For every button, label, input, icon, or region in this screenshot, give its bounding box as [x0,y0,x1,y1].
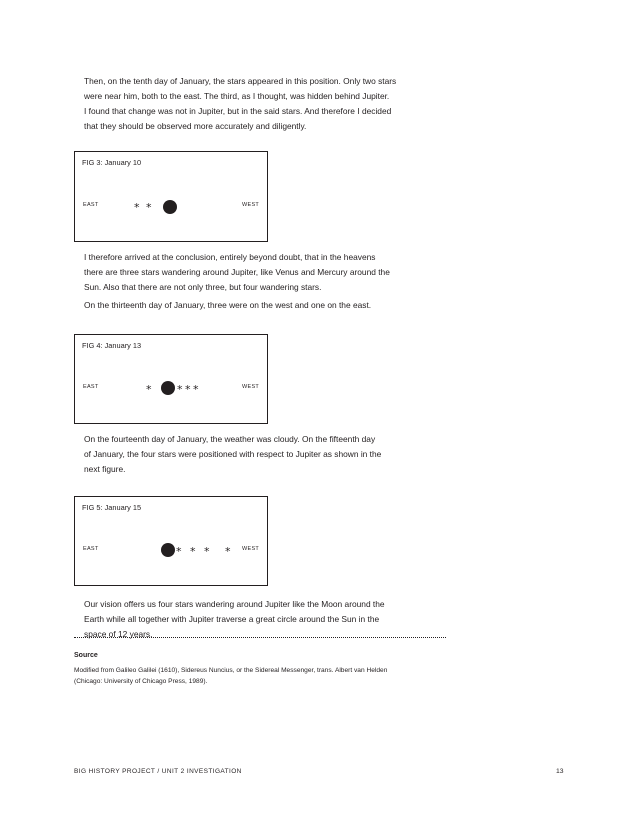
paragraph-line: were near him, both to the east. The third, as I thought, was hidden behind Jupiter. [84,91,390,101]
star-icon: * [134,201,140,214]
paragraph-line: Then, on the tenth day of January, the stars appeared in this position. Only two stars [84,76,397,86]
west-label: WEST [242,546,260,552]
east-label: EAST [83,384,99,390]
paragraph-line: next figure. [84,464,126,474]
divider [74,637,446,638]
west-label: WEST [242,384,260,390]
figure-january-13 [74,334,268,424]
star-icon: * [204,545,210,558]
jupiter-icon [161,381,175,395]
figure-january-15 [74,496,268,586]
paragraph-line: Our vision offers us four stars wandering around Jupiter like the Moon around the [84,599,385,609]
paragraph-thirteenth-day [84,298,444,313]
source-heading: Source [74,652,98,659]
paragraph-line: On the thirteenth day of January, three were on the west and one on the east. [84,300,372,310]
figure-caption: FIG 4: January 13 [82,341,142,350]
paragraph-line: space of 12 years. [84,629,153,639]
jupiter-icon [163,200,177,214]
star-icon: * [225,545,231,558]
star-icon: * [190,545,196,558]
star-icon: * [185,383,191,396]
star-icon: * [177,383,183,396]
paragraph-conclusion [84,250,444,295]
east-label: EAST [83,546,99,552]
figure-january-10 [74,151,268,242]
paragraph-fifteenth-day [84,432,444,477]
figure-caption: FIG 5: January 15 [82,503,142,512]
paragraph-vision [84,597,444,642]
paragraph-line: there are three stars wandering around Jupiter, like Venus and Mercury around the [84,267,390,277]
jupiter-icon [161,543,175,557]
paragraph-line: I found that change was not in Jupiter, but in the said stars. And therefore I decided [84,106,392,116]
star-icon: * [193,383,199,396]
source-citation [74,665,494,687]
star-icon: * [146,201,152,214]
star-icon: * [146,383,152,396]
page-number: 13 [556,768,564,775]
paragraph-line: On the fourteenth day of January, the weather was cloudy. On the fifteenth day [84,434,376,444]
paragraph-tenth-day [84,74,444,134]
west-label: WEST [242,202,260,208]
paragraph-line: Sun. Also that there are not only three, but four wandering stars. [84,282,322,292]
paragraph-line: Earth while all together with Jupiter traverse a great circle around the Sun in the [84,614,380,624]
figure-caption: FIG 3: January 10 [82,158,142,167]
citation-line: Modified from Galileo Galilei (1610), Sidereus Nuncius, or the Sidereal Messenger, trans. Albert van Helden [74,667,388,674]
east-label: EAST [83,202,99,208]
paragraph-line: of January, the four stars were positioned with respect to Jupiter as shown in the [84,449,382,459]
footer-title: BIG HISTORY PROJECT / UNIT 2 INVESTIGATION [74,768,242,775]
paragraph-line: I therefore arrived at the conclusion, entirely beyond doubt, that in the heavens [84,252,376,262]
citation-line: (Chicago: University of Chicago Press, 1989). [74,678,208,685]
paragraph-line: that they should be observed more accurately and diligently. [84,121,307,131]
star-icon: * [176,545,182,558]
